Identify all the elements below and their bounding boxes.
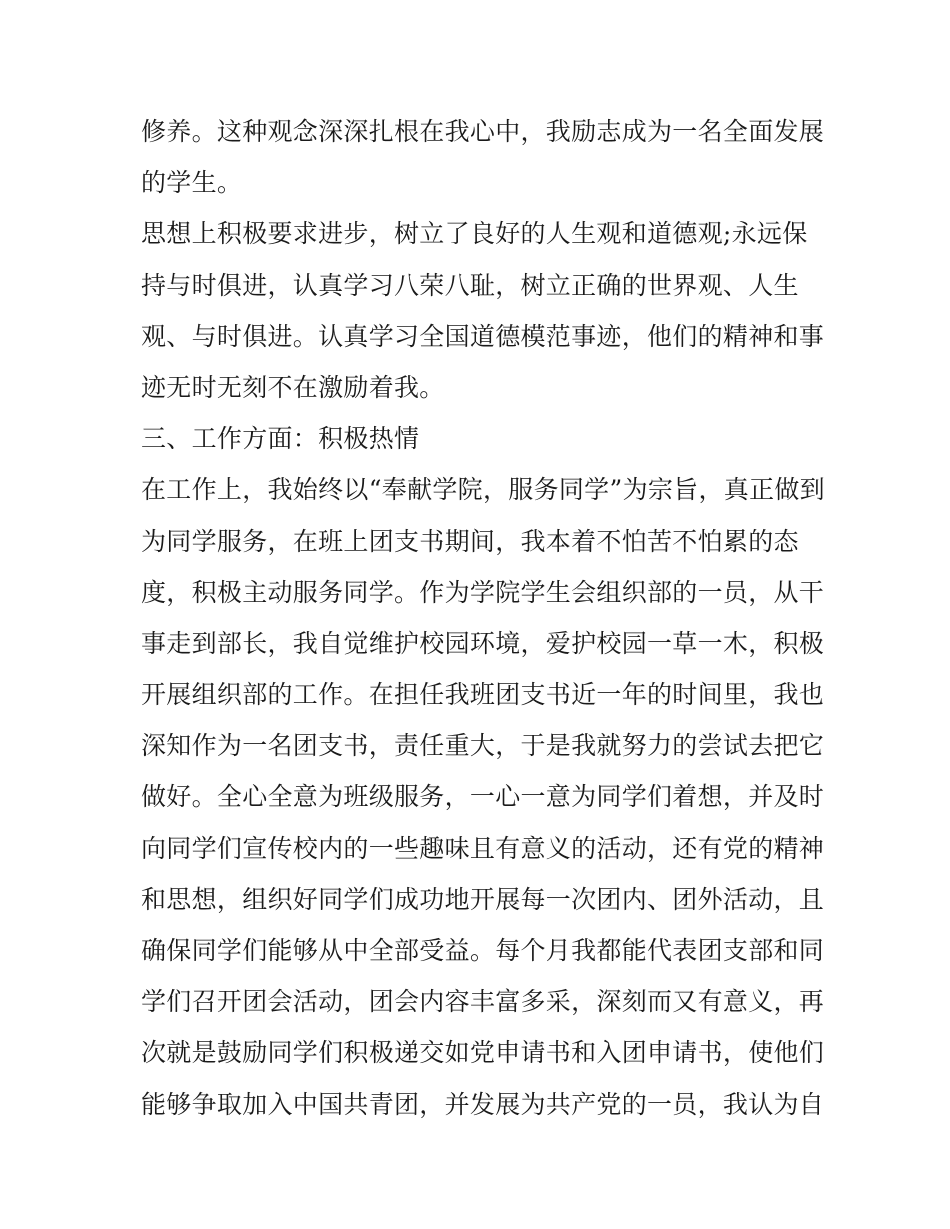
text-line: 深知作为一名团支书，责任重大，于是我就努力的尝试去把它: [141, 731, 825, 761]
text-line: 观、与时俱进。认真学习全国道德模范事迹，他们的精神和事: [141, 321, 825, 351]
text-line: 确保同学们能够从中全部受益。每个月我都能代表团支部和同: [141, 936, 825, 965]
text-line: 事走到部长，我自觉维护校园环境，爱护校园一草一木，积极: [141, 628, 825, 658]
text-line: 持与时俱进，认真学习八荣八耻，树立正确的世界观、人生: [141, 270, 799, 300]
text-line: 修养。这种观念深深扎根在我心中，我励志成为一名全面发展: [141, 117, 825, 146]
text-line: 能够争取加入中国共青团，并发展为共产党的一员，我认为自: [141, 1089, 825, 1119]
text-line: 为同学服务，在班上团支书期间，我本着不怕苦不怕累的态: [141, 526, 799, 556]
text-line: 开展组织部的工作。在担任我班团支书近一年的时间里，我也: [141, 680, 825, 710]
text-line: 迹无时无刻不在激励着我。: [141, 372, 445, 402]
body-text: [141, 106, 825, 1130]
text-line: 和思想，组织好同学们成功地开展每一次团内、团外活动，且: [141, 884, 825, 914]
text-line: 在工作上，我始终以“奉献学院，服务同学”为宗旨，真正做到: [141, 475, 825, 505]
text-line: 的学生。: [141, 168, 243, 198]
text-line: 学们召开团会活动，团会内容丰富多采，深刻而又有意义，再: [141, 987, 825, 1017]
text-line: 做好。全心全意为班级服务，一心一意为同学们着想，并及时: [141, 782, 825, 812]
text-line: 次就是鼓励同学们积极递交如党申请书和入团申请书，使他们: [141, 1038, 825, 1068]
text-line: 思想上积极要求进步，树立了良好的人生观和道德观;永远保: [141, 219, 808, 249]
text-line: 度，积极主动服务同学。作为学院学生会组织部的一员，从干: [141, 577, 825, 607]
section-heading: 三、工作方面：积极热情: [141, 424, 420, 454]
text-line: 向同学们宣传校内的一些趣味且有意义的活动，还有党的精神: [141, 833, 825, 863]
